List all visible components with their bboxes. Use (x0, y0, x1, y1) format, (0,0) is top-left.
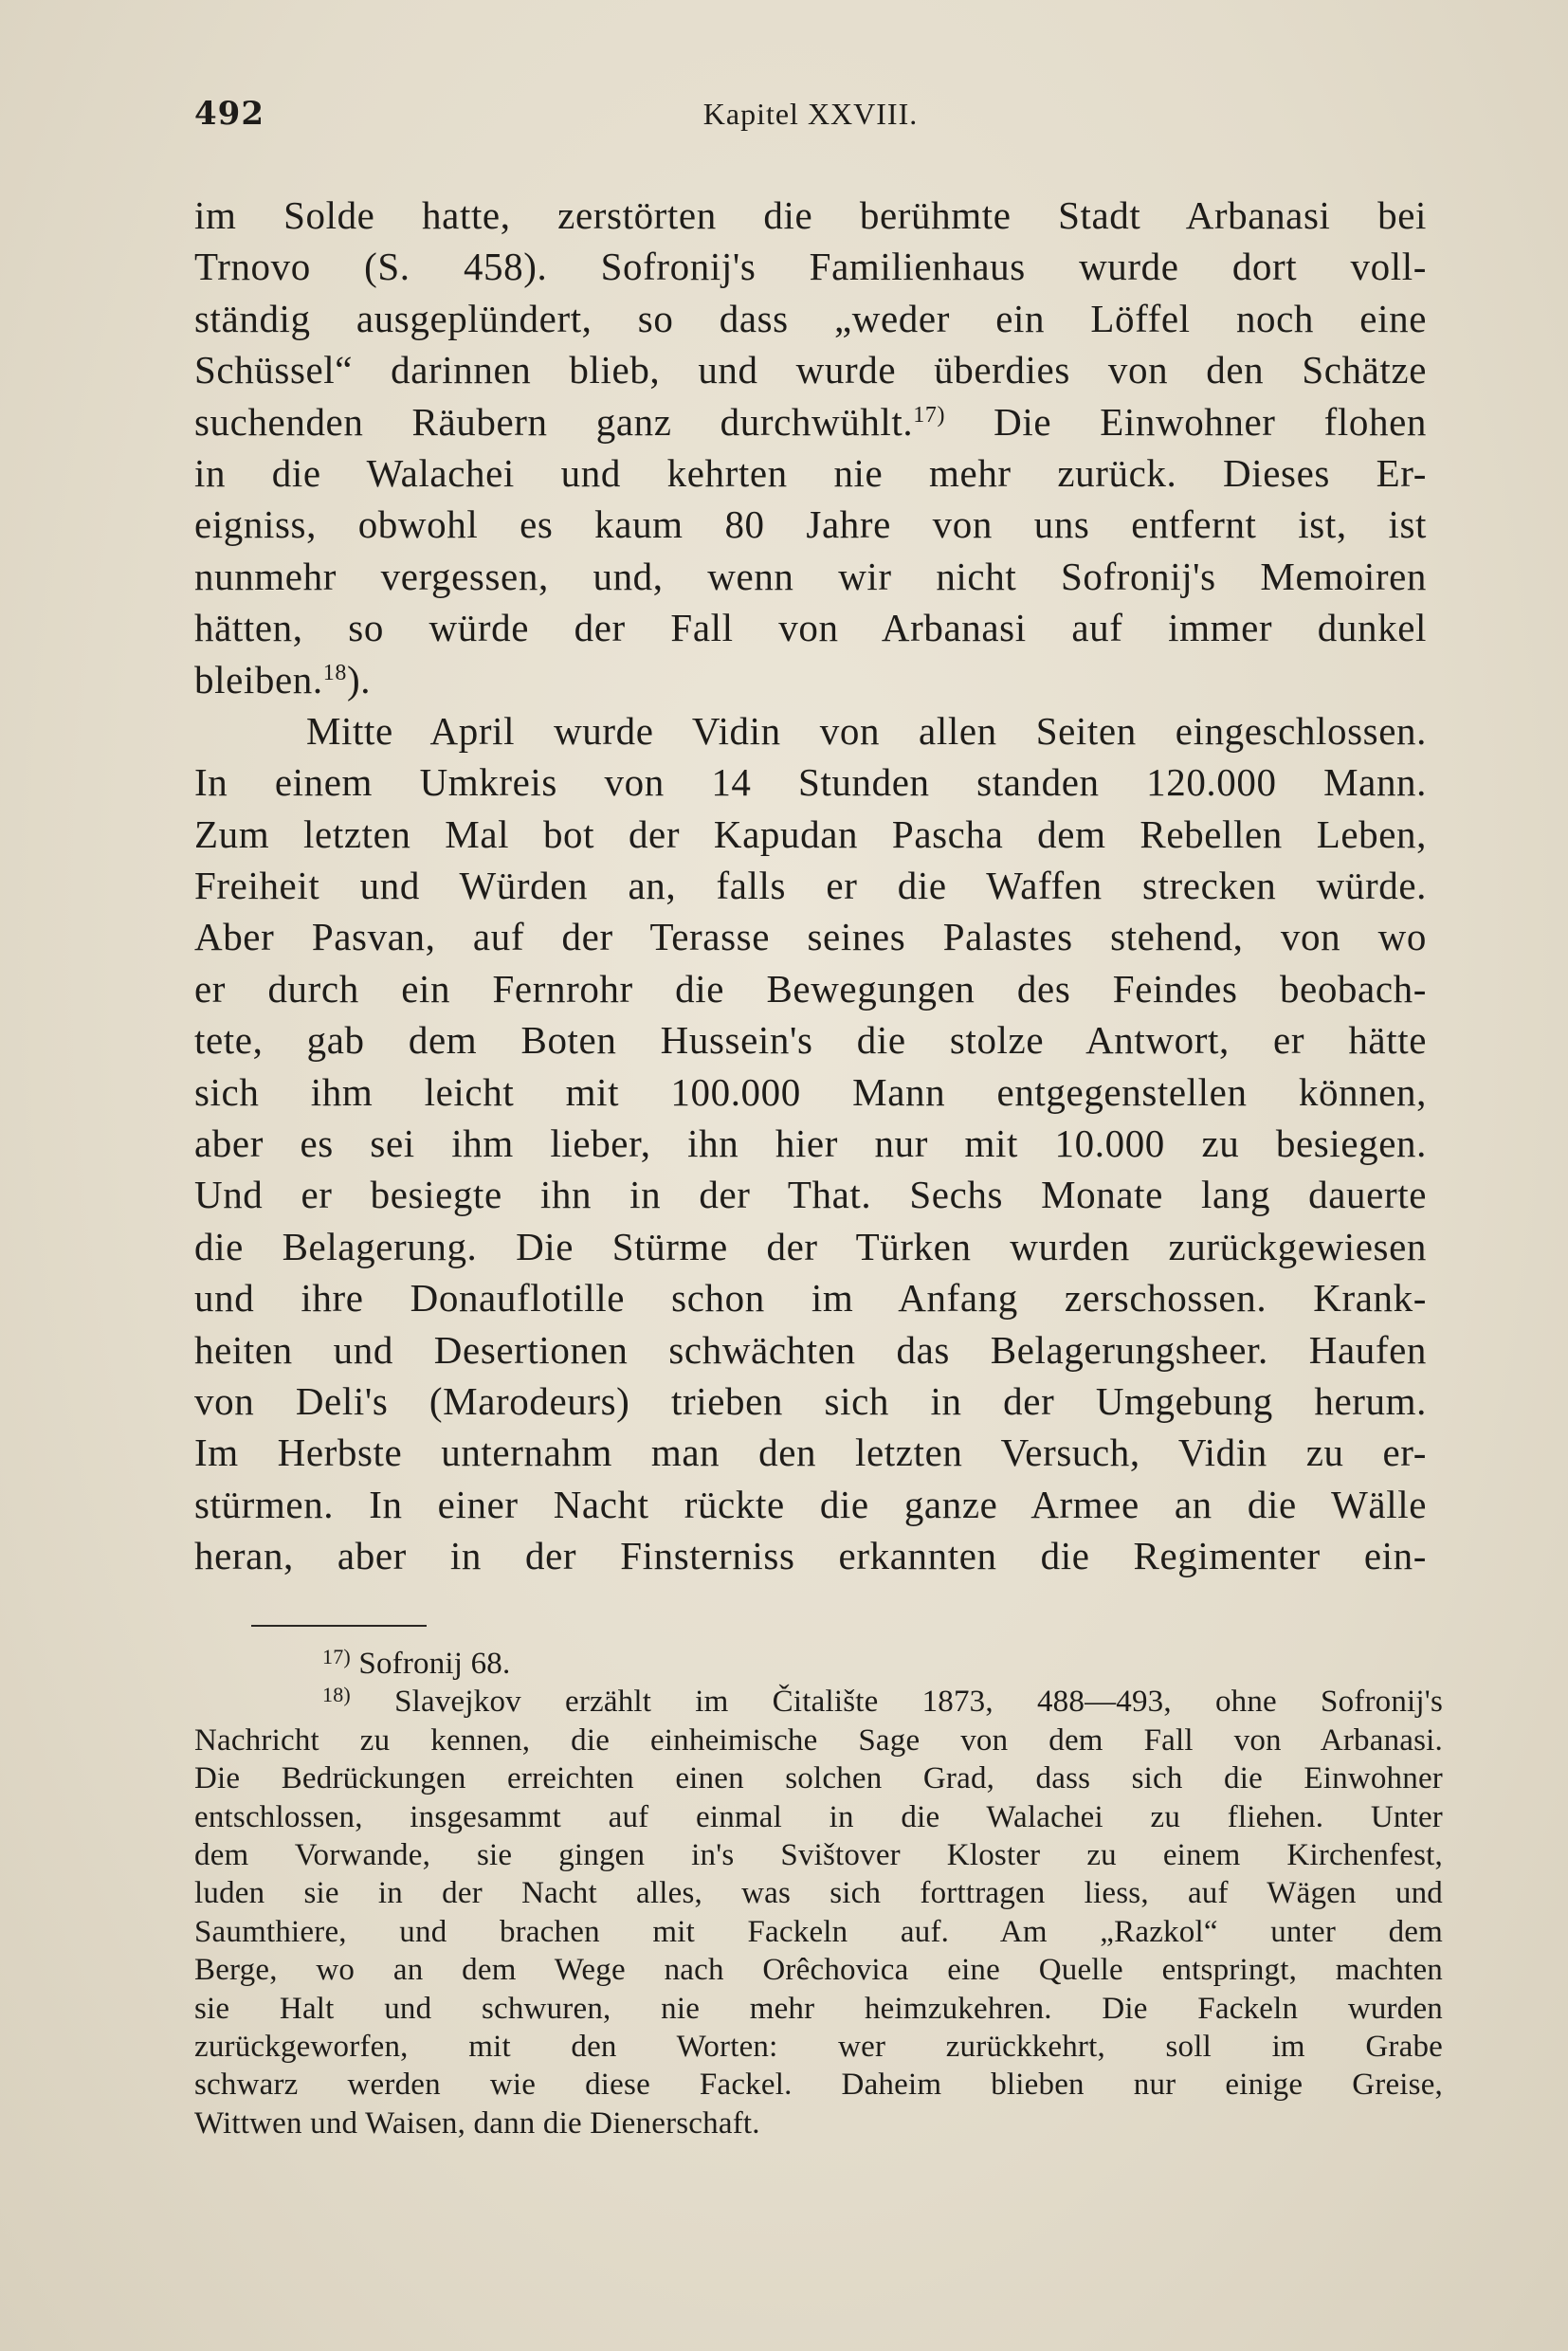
footnote-line: luden sie in der Nacht alles, was sich forttragen liess, auf Wägen und (194, 1876, 1443, 1911)
footnote-number: 18) (322, 1683, 351, 1707)
footnote-reference: 18 (322, 660, 347, 685)
text-line: von Deli's (Marodeurs) trieben sich in der Umgebung herum. (194, 1378, 1427, 1423)
text-line: hätten, so würde der Fall von Arbanasi auf immer dunkel (194, 606, 1427, 650)
footnote-line: Berge, wo an dem Wege nach Orêchovica eine Quelle entspringt, machten (194, 1953, 1443, 1988)
text-line: heiten und Desertionen schwächten das Belagerungsheer. Haufen (194, 1327, 1427, 1372)
footnote-number: 17) (322, 1645, 351, 1668)
text-line: Zum letzten Mal bot der Kapudan Pascha dem Rebellen Leben, (194, 811, 1427, 856)
footnote-line: Saumthiere, und brachen mit Fackeln auf. Am „Razkol“ unter dem (194, 1914, 1443, 1949)
text-segment: Die Einwohner flohen (945, 399, 1427, 444)
text-line: tete, gab dem Boten Hussein's die stolze Antwort, er hätte (194, 1018, 1427, 1063)
text-line: er durch ein Fernrohr die Bewegungen des Feindes beobach- (194, 966, 1427, 1011)
footnote-line: schwarz werden wie diese Fackel. Daheim blieben nur einige Greise, (194, 2068, 1443, 2103)
text-line: Und er besiegte ihn in der That. Sechs Monate lang dauerte (194, 1173, 1427, 1217)
text-line: stürmen. In einer Nacht rückte die ganze Armee an die Wälle (194, 1482, 1427, 1526)
text-line: In einem Umkreis von 14 Stunden standen 120.000 Mann. (194, 760, 1427, 805)
footnote-text: Slavejkov erzählt im Čitalište 1873, 488—493, ohne Sofronij's (350, 1685, 1443, 1720)
footnote-divider (251, 1625, 427, 1627)
text-line: und ihre Donauflotille schon im Anfang zerschossen. Krank- (194, 1276, 1427, 1321)
text-line: Aber Pasvan, auf der Terasse seines Palastes stehend, von wo (194, 915, 1427, 959)
page-header (194, 95, 1427, 142)
text-line: heran, aber in der Finsterniss erkannten die Regimenter ein- (194, 1534, 1427, 1578)
footnote-line: entschlossen, insgesammt auf einmal in die Walachei zu fliehen. Unter (194, 1799, 1443, 1834)
footnote-line: sie Halt und schwuren, nie mehr heimzukehren. Die Fackeln wurden (194, 1991, 1443, 2026)
text-line: Im Herbste unternahm man den letzten Versuch, Vidin zu er- (194, 1431, 1427, 1475)
text-line: bleiben.$^{18}$). (194, 657, 372, 702)
text-line: im Solde hatte, zerstörten die berühmte Stadt Arbanasi bei (194, 193, 1427, 237)
footnote-line: dem Vorwande, sie gingen in's Svištover Kloster zu einem Kirchenfest, (194, 1837, 1443, 1872)
footnote-18 (194, 1683, 1443, 1721)
text-segment: . (360, 657, 372, 702)
page-number: 492 (194, 95, 264, 133)
text-line (194, 396, 1427, 447)
text-segment: suchenden Räubern ganz durchwühlt. (194, 399, 914, 444)
footnote-17 (194, 1645, 1443, 1683)
text-line: Freiheit und Würden an, falls er die Waffen strecken würde. (194, 864, 1427, 908)
footnote-text: Sofronij 68. (350, 1647, 511, 1681)
main-text (194, 190, 1427, 1582)
text-line: nunmehr vergessen, und, wenn wir nicht Sofronij's Memoiren (194, 554, 1427, 598)
footnote-line: Nachricht zu kennen, die einheimische Sage von dem Fall von Arbanasi. (194, 1722, 1443, 1758)
text-segment: bleiben. (194, 657, 323, 702)
text-line: Trnovo (S. 458). Sofronij's Familienhaus wurde dort voll- (194, 245, 1427, 289)
text-line: in die Walachei und kehrten nie mehr zurück. Dieses Er- (194, 450, 1427, 495)
footnote-line: zurückgeworfen, mit den Worten: wer zurückkehrt, soll im Grabe (194, 2029, 1443, 2064)
footnote-line: Die Bedrückungen erreichten einen solchen Grad, dass sich die Einwohner (194, 1761, 1443, 1796)
text-line: ständig ausgeplündert, so dass „weder ein Löffel noch eine (194, 296, 1427, 340)
footnote-line: Wittwen und Waisen, dann die Dienerschaft. (194, 2105, 760, 2141)
footnote-reference: 17) (913, 402, 946, 428)
text-line: eigniss, obwohl es kaum 80 Jahre von uns entfernt ist, ist (194, 502, 1427, 547)
text-line: Mitte April wurde Vidin von allen Seiten eingeschlossen. (306, 708, 1427, 753)
running-head: Kapitel XXVIII. (702, 97, 919, 131)
text-line: sich ihm leicht mit 100.000 Mann entgegenstellen können, (194, 1069, 1427, 1114)
text-line: Schüssel“ darinnen blieb, und wurde überdies von den Schätze (194, 348, 1427, 392)
text-line: aber es sei ihm lieber, ihn hier nur mit 10.000 zu besiegen. (194, 1121, 1427, 1166)
footnotes (194, 1645, 1443, 2142)
text-line: die Belagerung. Die Stürme der Türken wurden zurückgewiesen (194, 1224, 1427, 1268)
